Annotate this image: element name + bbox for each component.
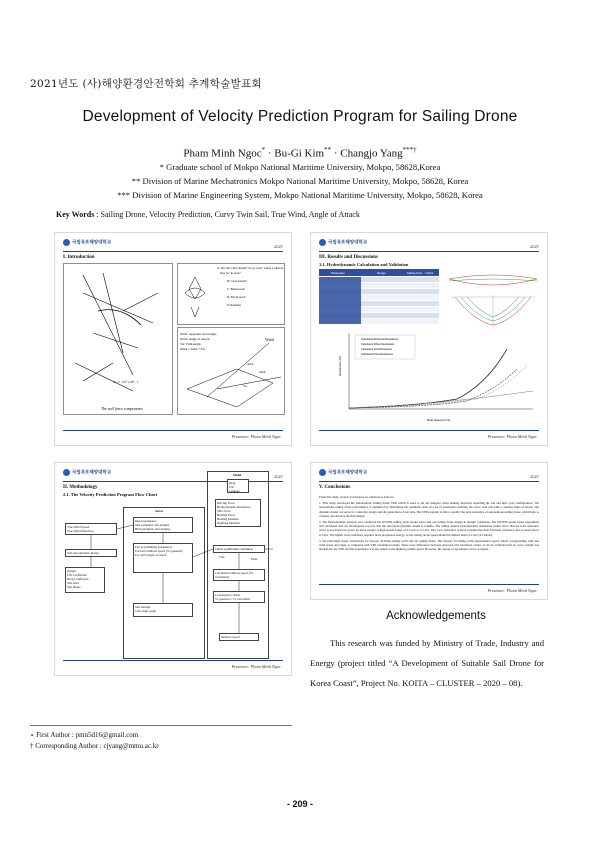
diagram-caption: The sail force components [101,406,143,411]
flow-false-label: False [251,557,258,561]
pos-legend-5: E: Running [227,303,241,307]
table-rows [319,277,439,324]
conclusion-point-1: 1. This study developed the Autonomous Sailing drone VPP, which is used to aid the designer when making decisions regarding the sail and hull cycle configuration. The autonomous sailing drone performance is optimized by identifying the optimum value of a set of parameters defining the curvy twin sail with a constant angle of attack. The dynamic model can serve for controller design and the generation of test data. The VPP program is able to predict the total resistance of autonomous sailing drone, which help to consider and develop the hull design. [319,501,539,518]
awa-line-1: AOA: Angle of Attack [180,337,210,341]
slide-conclusions [310,462,548,600]
author-3-mark: ***† [402,146,417,154]
flow-true-label: True [219,555,225,559]
point-of-sail-diagram [177,263,285,325]
author-2: Bu-Gi Kim [274,147,325,160]
footnote-corresponding-author: † Corresponding Author : cjyang@mmu.ac.kr [30,742,159,750]
conclusion-point-2: 2. The hydrodynamic analysis was conducted the DSYHS sailing yacht model series and our sailing drone design in upright conditions. The DSYHS model series experiment and calculated data are investigated to prove that the used hydrodynamic model is reliable. The sailing drone's hydrodynamic simulation results show that the total resistance curve is not linear but grows up more steeply at high speeds range of 2.2 m/s to 3.2 m/s. The wave resistance is more considerable than frictional resistance and at speed above 2.2 m/s. The higher wave resistance requires more propulsion energy, so the sailing drone speed should be limited under 2.2 m/s (4.3 knots). [319,520,539,537]
flow-sail-settings-box: Sail settings True angle setup [133,603,193,617]
flow-input-params-box: Input parameters Sail parameter and designs Hull parameter and designs [133,517,193,533]
slide-section-title: V. Conclusions [319,485,351,490]
legend-2: Calculated Hull Resistance [361,348,392,351]
slide-year: 2021 [530,244,539,249]
table-header-0: Parameter [331,271,346,275]
flow-converge-box: Convergence check Vs guessed = Vs calculated [213,591,265,603]
slide-section-title: I. Introduction [63,255,95,260]
angle-of-attack-diagram [177,327,285,415]
svg-text:Vs = √(V²+Vt²...): Vs = √(V²+Vt²...) [113,380,139,384]
flow-sail-model-box: Sail Aerodynamic model [65,549,117,557]
university-logo: 국립목포해양대학교 [319,239,367,246]
legend-0: Calculated Frictional Resistance [361,338,399,341]
flow-result-box: Sailboat speed [219,633,259,641]
flow-check-box: Check equilibrium conditions [213,545,265,553]
series-frictional [349,391,533,408]
affiliation-2: ** Division of Marine Mechatronics Mokpo National Maritime University, Mokpo, 58628, Korea [131,176,469,186]
slide-year: 2021 [274,244,283,249]
slide-results [310,232,548,446]
flow-input-box: True Wind Speed True Wind Direction [65,523,117,535]
slide-section-title: III. Results and Discussions [319,255,378,260]
flow-solver-label: Solver [155,509,164,513]
author-separator: · [265,147,275,160]
aoa-label: AOA [247,362,254,366]
author-3: Changjo Yang [340,147,403,160]
university-logo: 국립목포해양대학교 [63,469,111,476]
legend-3: Calculated Total Resistance [361,353,393,356]
hull-lines-drawing [445,267,541,329]
table-header-1: Range [377,271,386,275]
slide-section-title: II. Methodology [63,485,98,490]
affiliation-3: *** Division of Marine Engineering System, Mokpo National Maritime University, Mokpo, 58628, Korea [117,190,483,200]
awa-line-2: TA: Trim Angle [180,342,201,346]
pos-legend-2: B: Close-hauled [227,279,247,283]
flow-drag-lift-box: Drag Lift Leakage [227,479,249,493]
table-header-3: Criteria [425,272,434,275]
conclusions-intro: From this study, several conclusions are obtained as follows: [319,495,395,499]
conference-header: 2021년도 (사)해양환경안전학회 추계학술발표회 [30,78,262,90]
paper-title: Development of Velocity Prediction Program for Sailing Drone [82,108,518,125]
author-1-mark: * [261,146,266,154]
wind-label: Wind [265,337,274,342]
keywords [56,210,360,219]
conclusion-point-3: 3. We performed speed calculations for Stewart 34 Pride sailing yacht and our sailing drone. The Stewart 34 sailing yacht experimental speed, which corresponding with true wind speed and angle, is compared with VPP calculation results. There were differences between observed and calculated values. It can be attributed that no curve weight was modeled in the VPP, and the experiment was not aimed to the highest possible speed. However, the degree of agreement can be accepted. [319,538,539,552]
flow-arrows [55,463,292,676]
flow-output-box: Output Lift Coefficient Drag Coefficient Sail Area Sail Shape [65,567,105,593]
acknowledgements-heading: Acknowledgements [386,610,486,622]
author-separator: · [331,147,341,160]
pos-legend-1: may be "in irons" [220,271,242,275]
author-line [0,146,600,160]
slide-methodology [54,462,292,676]
flow-hydro-box: Driving Force Hydrodynamic Resistance Side Force Heeling Force Heeling Moment Righting Moment [215,499,261,527]
chart-ylabel: Resistance (N) [338,356,342,376]
university-logo: 국립목포해양대학교 [319,469,367,476]
sail-force-diagram [63,263,173,415]
slide-presenter: Presenter: Pham Minh Ngoc [231,664,281,669]
slide-year: 2021 [274,474,283,479]
slide-introduction [54,232,292,446]
keywords-label: Key Words [56,210,95,219]
parameter-table [319,269,439,327]
author-2-mark: ** [324,146,332,154]
university-logo: 국립목포해양대학교 [63,239,111,246]
pos-legend-3: C: Beam reach [227,287,245,291]
awa-label: AWA [259,370,266,374]
slide-year: 2021 [530,474,539,479]
affiliation-1: * Graduate school of Mokpo National Maritime University, Mokpo, 58628,Korea [159,162,441,172]
flow-model-label: Model [233,473,242,477]
flow-calc-box: Calculated Sailboat speed (Vs calculated) [213,569,265,581]
flow-forces-box: Forces (trimming parameter) Forward Sailboat speed (Vs guessed) For wind angle of attack [133,543,193,573]
author-1: Pham Minh Ngoc [183,147,262,160]
footnote-rule [30,725,292,726]
awa-line-3: AWA = AOA + TA [180,347,205,351]
page-number: - 209 - [286,799,313,809]
ta-label: TA [243,384,247,388]
table-header-2: Sailing drone [407,272,423,275]
slide-subsection-title: 3.1. Hydrodynamic Calculation and Validation [319,262,409,267]
pos-legend-4: D: Broad reach [227,295,246,299]
legend-1: Calculated Wave Resistance [361,343,395,346]
slide-subsection-title: 2.1. The Velocity Prediction Program Flow Chart [63,492,158,497]
pos-legend-0: A: Into the wind; shaded "no go zone" where a sailboat [217,266,284,270]
footnote-first-author: ∘ First Author : pmn5d16@gmail.com [30,731,139,739]
acknowledgements-body: This research was funded by Ministry of Trade, Industry and Energy (project titled “A Development of Suitable Sail Drone for Korea Coast”, Project No. KOITA – CLUSTER – 2020 – 08). [310,638,544,688]
conclusions-body [319,495,539,551]
slide-presenter: Presenter: Pham Minh Ngoc [487,434,537,439]
slide-presenter: Presenter: Pham Minh Ngoc [231,434,281,439]
resistance-chart [337,329,537,425]
chart-xlabel: Boat Speed (m/s) [427,418,451,422]
keywords-text: : Sailing Drone, Velocity Prediction, Curvy Twin Sail, True Wind, Angle of Attack [94,210,360,219]
slide-presenter: Presenter: Pham Minh Ngoc [487,588,537,593]
awa-line-0: AWA: Apparent wind angle [180,332,217,336]
